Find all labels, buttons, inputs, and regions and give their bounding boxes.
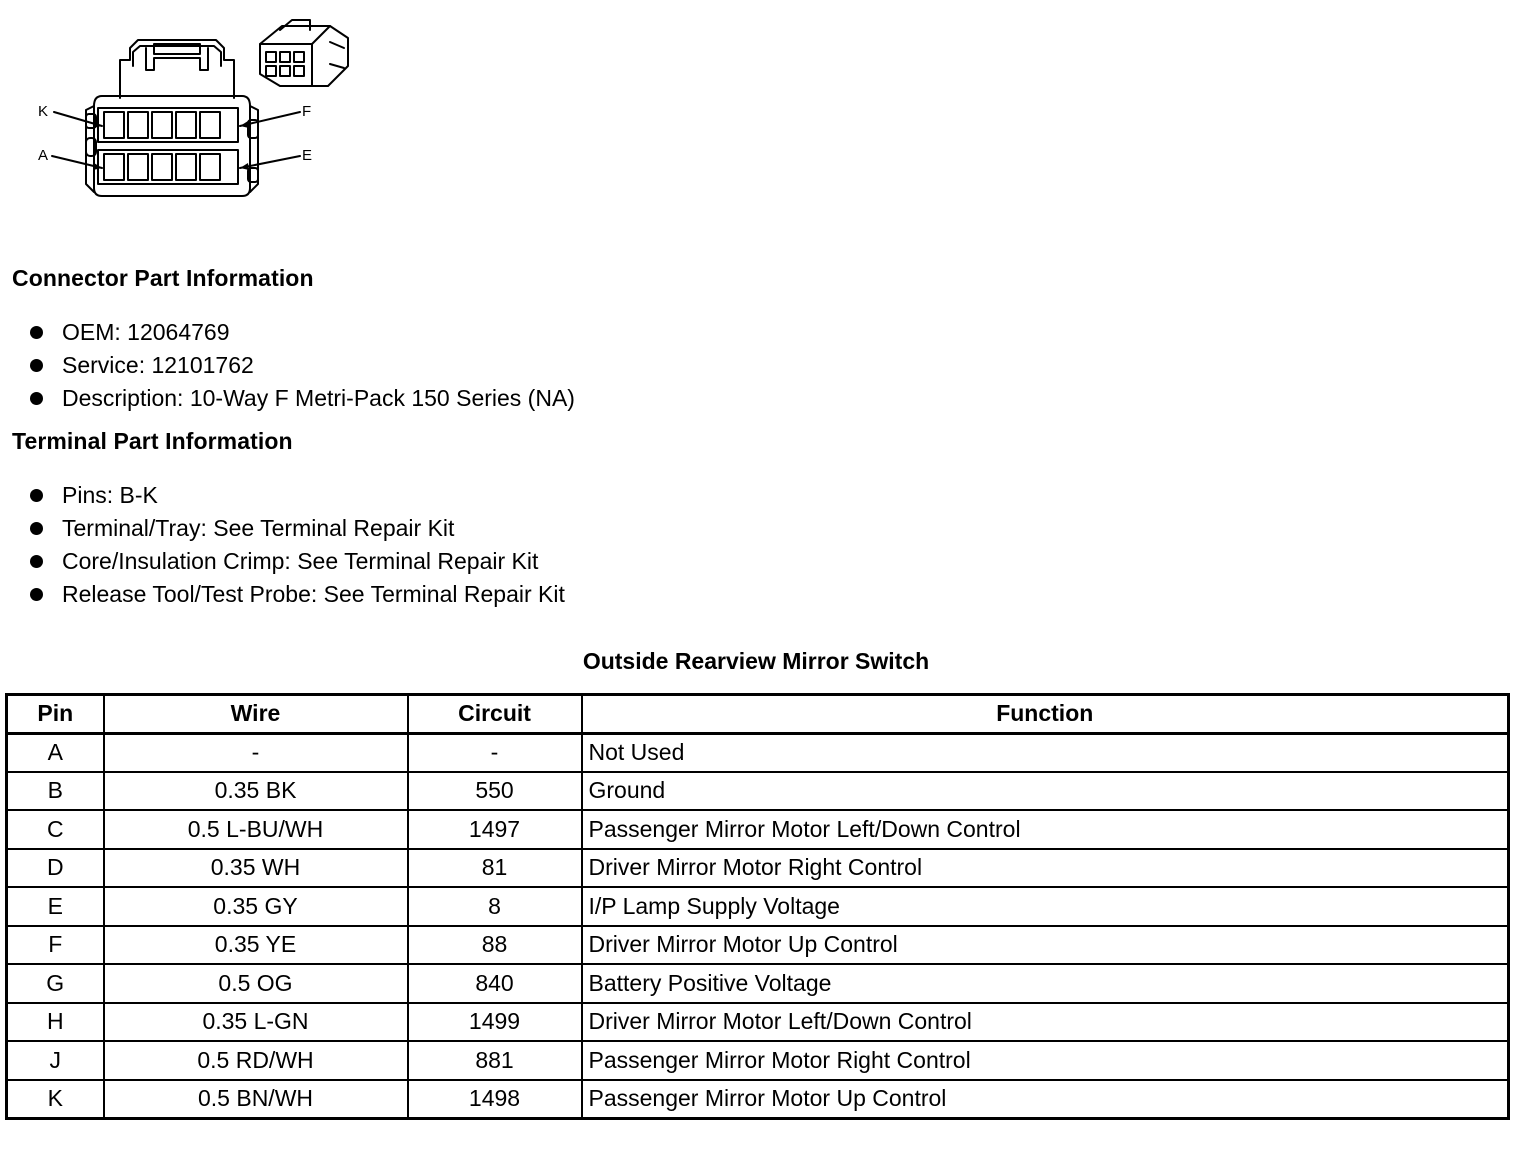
cell-wire: 0.35 GY <box>104 887 408 926</box>
cell-pin: F <box>7 926 104 965</box>
table-row <box>7 926 1509 965</box>
table-row <box>7 810 1509 849</box>
header-pin: Pin <box>7 695 104 734</box>
cell-pin: A <box>7 733 104 772</box>
pinout-table <box>5 693 1510 1120</box>
cell-wire: 0.35 BK <box>104 772 408 811</box>
terminal-info-heading: Terminal Part Information <box>12 428 293 454</box>
header-circuit: Circuit <box>408 695 582 734</box>
table-row <box>7 772 1509 811</box>
list-item <box>28 545 565 578</box>
cell-circuit: 840 <box>408 964 582 1003</box>
cell-circuit: 81 <box>408 849 582 888</box>
table-title: Outside Rearview Mirror Switch <box>582 648 930 674</box>
header-function: Function <box>582 695 1509 734</box>
bullet-icon <box>30 359 43 372</box>
cell-pin: K <box>7 1080 104 1119</box>
cell-function: Passenger Mirror Motor Up Control <box>582 1080 1509 1119</box>
cell-wire: 0.5 OG <box>104 964 408 1003</box>
cell-circuit: 88 <box>408 926 582 965</box>
cell-circuit: 881 <box>408 1041 582 1080</box>
cell-circuit: 1499 <box>408 1003 582 1042</box>
cell-wire: 0.5 RD/WH <box>104 1041 408 1080</box>
list-item <box>28 512 565 545</box>
cell-function: Driver Mirror Motor Up Control <box>582 926 1509 965</box>
cell-function: Passenger Mirror Motor Left/Down Control <box>582 810 1509 849</box>
connector-service: Service: 12101762 <box>62 352 254 378</box>
cell-wire: 0.5 L-BU/WH <box>104 810 408 849</box>
cell-pin: H <box>7 1003 104 1042</box>
table-row <box>7 964 1509 1003</box>
connector-info-list <box>28 316 575 415</box>
connector-info-heading: Connector Part Information <box>12 265 314 291</box>
table-row <box>7 1003 1509 1042</box>
cell-pin: J <box>7 1041 104 1080</box>
pin-label-k: K <box>38 103 49 120</box>
cell-wire: 0.5 BN/WH <box>104 1080 408 1119</box>
cell-circuit: 550 <box>408 772 582 811</box>
cell-pin: C <box>7 810 104 849</box>
connector-face-diagram <box>30 8 360 208</box>
bullet-icon <box>30 522 43 535</box>
cell-function: Not Used <box>582 733 1509 772</box>
table-row <box>7 887 1509 926</box>
terminal-tray: Terminal/Tray: See Terminal Repair Kit <box>62 515 455 541</box>
cell-function: Passenger Mirror Motor Right Control <box>582 1041 1509 1080</box>
table-header-row <box>7 695 1509 734</box>
pin-label-a: A <box>38 147 49 164</box>
terminal-pins: Pins: B-K <box>62 482 158 508</box>
cell-wire: 0.35 L-GN <box>104 1003 408 1042</box>
cell-wire: 0.35 YE <box>104 926 408 965</box>
cell-function: Driver Mirror Motor Left/Down Control <box>582 1003 1509 1042</box>
terminal-release-tool: Release Tool/Test Probe: See Terminal Repair Kit <box>62 581 565 607</box>
header-wire: Wire <box>104 695 408 734</box>
cell-wire: 0.35 WH <box>104 849 408 888</box>
terminal-info-list <box>28 479 565 611</box>
cell-pin: B <box>7 772 104 811</box>
connector-description: Description: 10-Way F Metri-Pack 150 Series (NA) <box>62 385 575 411</box>
bullet-icon <box>30 489 43 502</box>
list-item <box>28 316 575 349</box>
cell-function: Battery Positive Voltage <box>582 964 1509 1003</box>
cell-function: Driver Mirror Motor Right Control <box>582 849 1509 888</box>
pin-label-f: F <box>302 103 312 120</box>
list-item <box>28 382 575 415</box>
cell-pin: G <box>7 964 104 1003</box>
table-row <box>7 1041 1509 1080</box>
cell-circuit: 1497 <box>408 810 582 849</box>
cell-circuit: 8 <box>408 887 582 926</box>
bullet-icon <box>30 555 43 568</box>
bullet-icon <box>30 392 43 405</box>
terminal-crimp: Core/Insulation Crimp: See Terminal Repair Kit <box>62 548 539 574</box>
cell-pin: D <box>7 849 104 888</box>
cell-circuit: 1498 <box>408 1080 582 1119</box>
pin-label-e: E <box>302 147 313 164</box>
bullet-icon <box>30 588 43 601</box>
cell-wire: - <box>104 733 408 772</box>
cell-circuit: - <box>408 733 582 772</box>
table-row <box>7 849 1509 888</box>
bullet-icon <box>30 326 43 339</box>
connector-oem: OEM: 12064769 <box>62 319 230 345</box>
table-row <box>7 733 1509 772</box>
list-item <box>28 349 575 382</box>
list-item <box>28 578 565 611</box>
cell-function: I/P Lamp Supply Voltage <box>582 887 1509 926</box>
list-item <box>28 479 565 512</box>
cell-function: Ground <box>582 772 1509 811</box>
cell-pin: E <box>7 887 104 926</box>
table-row <box>7 1080 1509 1119</box>
